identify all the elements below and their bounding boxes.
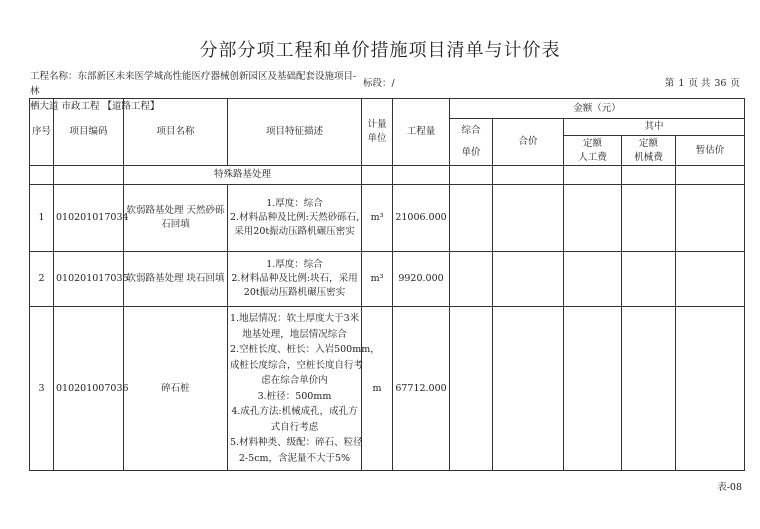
row-total (493, 307, 564, 471)
feature-line: 采用20t振动压路机碾压密实 (234, 226, 355, 237)
col-machine-line2: 机械费 (634, 151, 663, 163)
group-quantity (393, 166, 450, 185)
col-unit-line2: 单位 (367, 133, 387, 144)
feature-line: 5.材料种类、级配：碎石、粒径 (230, 437, 363, 448)
feature-line: 虑在综合单价内 (261, 375, 328, 386)
col-total-header: 合价 (493, 119, 564, 166)
row-total (493, 252, 564, 307)
group-title: 特殊路基处理 (124, 166, 362, 185)
project-name-line1: 东部新区未来医学城高性能医疗器械创新园区及基础配套设施项目-林 (30, 71, 357, 97)
row-labor (564, 185, 622, 252)
row-labor (564, 307, 622, 471)
col-machine-header (622, 136, 676, 166)
table-row (30, 185, 745, 252)
group-row (30, 166, 745, 185)
col-unit-line1: 计量 (367, 119, 387, 130)
col-code-header: 项目编码 (54, 99, 124, 166)
row-code: 010201017035 (54, 252, 124, 307)
row-provisional (676, 185, 745, 252)
row-quantity: 21006.000 (393, 185, 450, 252)
col-seq-header: 序号 (30, 99, 54, 166)
col-amount-header: 金额（元） (450, 99, 745, 119)
feature-line: 2.材料品种及比例:块石，采用 (231, 273, 358, 284)
row-name: 软弱路基处理 天然砂砾石回填 (124, 185, 228, 252)
row-unit-price (450, 307, 493, 471)
row-seq: 2 (30, 252, 54, 307)
row-features (228, 307, 380, 471)
row-unit: m³ (362, 252, 393, 307)
col-unit-price-line2: 单价 (461, 147, 481, 158)
table-row (30, 307, 745, 471)
page-info (652, 76, 742, 91)
row-name: 碎石桩 (124, 307, 228, 471)
feature-line: 3.桩径：500mm (257, 390, 332, 402)
row-unit: m³ (362, 185, 393, 252)
page-current: 1 (678, 78, 685, 89)
row-code: 010201017034 (54, 185, 124, 252)
page-title: 分部分项工程和单价措施项目清单与计价表 (199, 40, 561, 61)
feature-line: 20t振动压路机碾压密实 (243, 287, 346, 298)
group-unit (362, 166, 393, 185)
project-label: 工程名称： (30, 71, 78, 82)
row-provisional (676, 252, 745, 307)
col-labor-line1: 定额 (582, 137, 602, 149)
row-provisional (676, 307, 745, 471)
col-provisional-header: 暂估价 (676, 136, 745, 166)
row-machine (622, 252, 676, 307)
section-label: 标段：/ (363, 78, 395, 89)
feature-line: 2-5cm，含泥量不大于5% (238, 452, 351, 464)
row-labor (564, 252, 622, 307)
row-code: 010201007036 (54, 307, 124, 471)
page-prefix: 第 (664, 78, 675, 89)
page-suffix: 页 (730, 78, 740, 89)
group-seq (30, 166, 54, 185)
row-unit: m (362, 307, 393, 471)
row-quantity: 67712.000 (393, 307, 450, 471)
feature-line: 4.成孔方法:机械成孔，成孔方 (231, 406, 358, 417)
feature-line: 地基处理，地层情况综合 (242, 328, 347, 340)
row-machine (622, 307, 676, 471)
form-number: 表-08 (717, 482, 742, 493)
table-row (30, 252, 745, 307)
row-quantity: 9920.000 (393, 252, 450, 307)
bill-of-quantities-table (29, 98, 745, 471)
row-total (493, 185, 564, 252)
project-name-line2: 栖大道 市政工程 【道路工程】 (30, 101, 160, 112)
row-features (228, 185, 362, 252)
col-features-header: 项目特征描述 (228, 99, 362, 166)
row-name: 软弱路基处理 块石回填 (124, 252, 228, 307)
row-machine (622, 185, 676, 252)
page-mid: 页 共 (688, 78, 711, 89)
row-unit-price (450, 252, 493, 307)
col-name-header: 项目名称 (124, 99, 228, 166)
col-unit-header (362, 99, 393, 166)
feature-line: 1.地层情况：软土厚度大于3米 (230, 313, 360, 324)
col-unit-price-line1: 综合 (461, 125, 481, 136)
row-seq: 3 (30, 307, 54, 471)
col-quantity-header: 工程量 (393, 99, 450, 166)
group-unit-price (450, 166, 493, 185)
row-features (228, 252, 362, 307)
feature-line: 2.材料品种及比例:天然砂砾石, (230, 212, 360, 223)
feature-line: 1.厚度：综合 (266, 198, 323, 209)
page-total: 36 (714, 78, 727, 89)
feature-line: 成桩长度综合，空桩长度自行考 (230, 359, 364, 371)
group-total (493, 166, 564, 185)
row-unit-price (450, 185, 493, 252)
feature-line: 式自行考虑 (270, 421, 319, 433)
group-labor (564, 166, 622, 185)
feature-line: 1.厚度：综合 (266, 259, 323, 270)
feature-line: 2.空桩长度、桩长：入岩500mm， (230, 344, 380, 355)
row-seq: 1 (30, 185, 54, 252)
col-of-which-header: 其中 (564, 119, 745, 136)
col-labor-header (564, 136, 622, 166)
col-machine-line1: 定额 (638, 137, 658, 149)
group-code (54, 166, 124, 185)
col-labor-line2: 人工费 (578, 151, 607, 163)
col-unit-price-header (450, 119, 493, 166)
group-provisional (676, 166, 745, 185)
group-machine (622, 166, 676, 185)
